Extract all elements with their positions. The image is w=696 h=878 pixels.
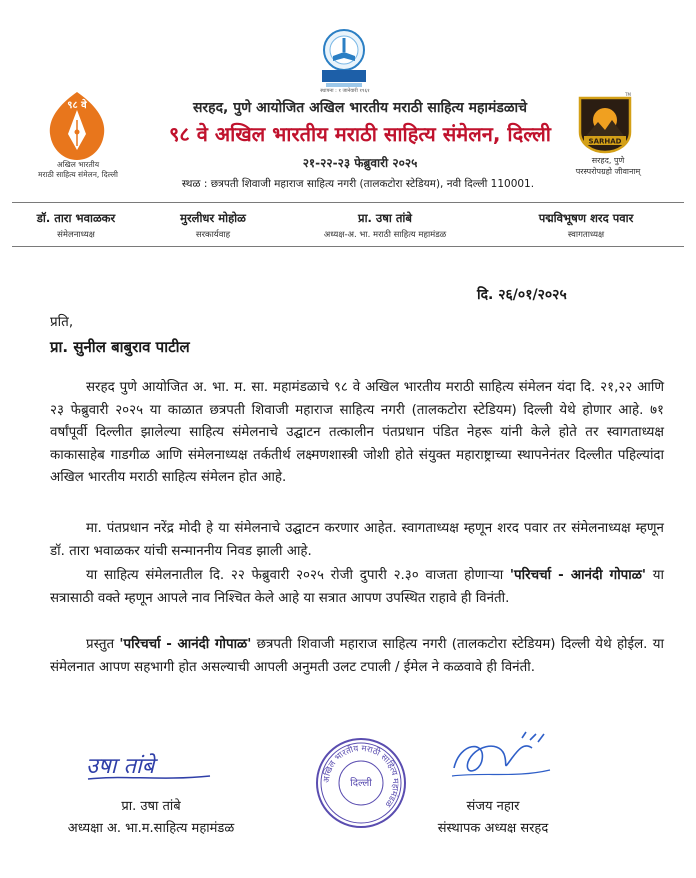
signature-handwriting: उषा तांबे xyxy=(86,754,155,779)
signatory-name: प्रा. उषा तांबे xyxy=(121,799,181,814)
bearer-mahamandal-president xyxy=(285,211,485,240)
p4-text-end: छत्रपती शिवाजी महाराज साहित्य नगरी (तालकटोरा स्टेडियम) दिल्ली येथे होईल. या संमेलनात आपण सहभागी होत असल्याची आपली अनुमती उलट टपाली / ईमेल ने कळवावे ही विनंती. xyxy=(50,637,664,675)
bearer-name: डॉ. तारा भवाळकर xyxy=(36,211,116,225)
left-logo-line1: अखिल भारतीय xyxy=(56,160,100,169)
logo-caption: स्थापना : १ जानेवारी १९६१ xyxy=(320,88,370,94)
right-logo-text xyxy=(560,155,656,177)
bearer-name: पद्मविभूषण शरद पवार xyxy=(538,211,634,225)
paragraph-3 xyxy=(50,565,664,610)
signatory-title: अध्यक्षा अ. भा.म.साहित्य महामंडळ xyxy=(67,821,235,836)
conference-dates: २१-२२-२३ फेब्रुवारी २०२५ xyxy=(302,156,418,170)
bearer-name: प्रा. उषा तांबे xyxy=(358,211,412,225)
right-logo-line2: परस्परोपग्रहो जीवानाम् xyxy=(575,167,641,176)
left-signatory xyxy=(46,796,256,836)
bearers-divider xyxy=(12,246,684,247)
right-signatory xyxy=(408,796,578,836)
paragraph-1: सरहद पुणे आयोजित अ. भा. म. सा. महामंडळाचे ९८ वे अखिल भारतीय मराठी साहित्य संमेलन यंदा दि. २१,२२ आणि २३ फेब्रुवारी २०२५ या काळात छत्रपती शिवाजी महाराज साहित्य नगरी (तालकटोरा स्टेडियम) दिल्ली येथे होणार आहे. ७१ वर्षांपूर्वी दिल्लीत झालेल्या साहित्य संमेलनाचे उद्घाटन तत्कालीन पंतप्रधान पंडित नेहरू यांनी केले होते तर स्वागताध्यक्ष काकासाहेब गाडगीळ आणि संमेलनाध्यक्ष तर्कतीर्थ लक्ष्मणशास्त्री जोशी होते संयुक्त महाराष्ट्राच्या स्थापनेनंतर दिल्लीत पहिल्यांदा अखिल भारतीय मराठी साहित्य संमेलन होत आहे. xyxy=(50,380,664,485)
signature-usha-tambe xyxy=(82,745,222,785)
p4-text-start: प्रस्तुत xyxy=(86,637,120,652)
logo-number: ९८ वे xyxy=(67,100,87,111)
bearer-secretary xyxy=(148,211,278,240)
session-title: 'परिचर्चा - आनंदी गोपाळ' xyxy=(119,637,252,652)
venue-line: स्थळ : छत्रपती शिवाजी महाराज साहित्य नगरी (तालकटोरा स्टेडियम), नवी दिल्ली 110001. xyxy=(181,178,535,190)
signatory-name: संजय नहार xyxy=(466,799,520,814)
recipient-name: प्रा. सुनील बाबुराव पाटील xyxy=(50,338,190,356)
seal-ring-text: अखिल भारतीय मराठी साहित्य महामंडळ xyxy=(321,743,401,809)
seal-center-text: दिल्ली xyxy=(350,778,372,789)
bearer-president xyxy=(16,211,136,240)
session-title: 'परिचर्चा - आनंदी गोपाळ' xyxy=(509,568,647,583)
signature-sanjay-nahar xyxy=(446,728,556,786)
bearer-role: अध्यक्ष-अ. भा. मराठी साहित्य महामंडळ xyxy=(323,230,447,240)
signatory-title: संस्थापक अध्यक्ष सरहद xyxy=(437,821,549,836)
conference-title: ९८ वे अखिल भारतीय मराठी साहित्य संमेलन, दिल्ली xyxy=(169,122,551,146)
letter-date: दि. २६/०१/२०२५ xyxy=(477,287,567,303)
bearer-role: सरकार्यवाह xyxy=(195,230,231,240)
header-divider xyxy=(12,202,684,203)
left-logo-line2: मराठी साहित्य संमेलन, दिल्ली xyxy=(38,170,118,179)
conference-pen-logo xyxy=(42,90,112,162)
left-logo-text xyxy=(30,160,126,180)
tm-mark: TM xyxy=(625,92,631,97)
mahamandal-logo xyxy=(318,28,370,92)
bearer-role: संमेलनाध्यक्ष xyxy=(57,230,95,240)
salutation: प्रति, xyxy=(50,314,74,330)
bearer-name: मुरलीधर मोहोळ xyxy=(180,211,246,225)
paragraph-2: मा. पंतप्रधान नरेंद्र मोदी हे या संमेलनाचे उद्घाटन करणार आहेत. स्वागताध्यक्ष म्हणून शरद पवार तर संमेलनाध्यक्ष म्हणून डॉ. तारा भवाळकर यांची सन्माननीय निवड झाली आहे. xyxy=(50,521,664,559)
bearer-role: स्वागताध्यक्ष xyxy=(567,230,605,240)
mahamandal-seal xyxy=(314,736,408,830)
right-logo-line1: सरहद, पुणे xyxy=(591,156,625,165)
p3-text-start: या साहित्य संमेलनातील दि. २२ फेब्रुवारी २०२५ रोजी दुपारी २.३० वाजता होणाऱ्या xyxy=(86,568,510,583)
organizer-line: सरहद, पुणे आयोजित अखिल भारतीय मराठी साहित्य महामंडळाचे xyxy=(192,100,528,116)
sarhad-label: SARHAD xyxy=(588,137,622,146)
bearer-reception-chair xyxy=(496,211,676,240)
p3-text-end: या सत्रासाठी वक्ते म्हणून आपले नाव निश्चित केले आहे या सत्रात आपण उपस्थित राहावे ही विनंती. xyxy=(50,568,664,606)
paragraph-4 xyxy=(50,634,664,679)
